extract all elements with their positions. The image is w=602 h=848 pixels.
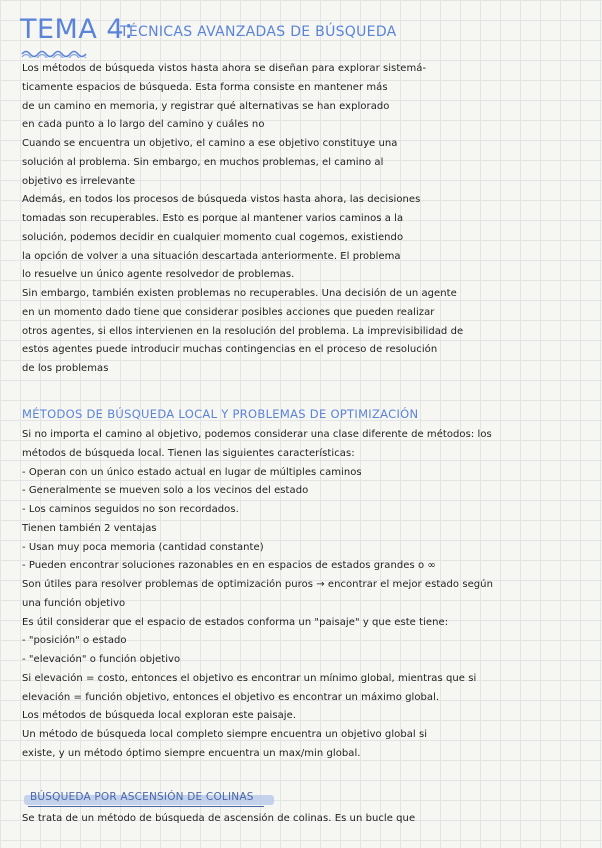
text-line: Los métodos de búsqueda local exploran este paisaje. (22, 710, 297, 722)
text-line: Tienen también 2 ventajas (22, 522, 157, 534)
text-line: en cada punto a lo largo del camino y cuáles no (22, 119, 265, 131)
text-line: Es útil considerar que el espacio de estados conforma un "paisaje" y que este tiene: (22, 616, 449, 628)
section-underline (28, 806, 264, 807)
page-title (20, 14, 590, 54)
text-line: Son útiles para resolver problemas de optimización puros → encontrar el mejor estado según (22, 579, 493, 590)
text-line: otros agentes, si ellos intervienen en la resolución del problema. La imprevisibilidad de (22, 325, 464, 337)
text-line: existe, y un método óptimo siempre encuentra un max/min global. (22, 747, 361, 759)
text-line: solución, podemos decidir en cualquier momento cual cogemos, existiendo (22, 231, 404, 243)
list-item: - Generalmente se mueven solo a los vecinos del estado (22, 485, 309, 497)
section-title-busqueda-local: MÉTODOS DE BÚSQUEDA LOCAL Y PROBLEMAS DE OPTIMIZACIÓN (22, 407, 419, 421)
text-line: estos agentes puede introducir muchas contingencias en el proceso de resolución (22, 344, 438, 356)
squiggle-underline-icon (20, 48, 90, 58)
list-item: - Operan con un único estado actual en lugar de múltiples caminos (22, 466, 362, 478)
text-line: Sin embargo, también existen problemas no recuperables. Una decisión de un agente (22, 288, 457, 299)
text-line: Un método de búsqueda local completo siempre encuentra un objetivo global si (22, 729, 428, 740)
text-line: Los métodos de búsqueda vistos hasta ahora se diseñan para explorar sistemá- (22, 63, 427, 74)
text-line: tomadas son recuperables. Esto es porque al mantener varios caminos a la (22, 213, 404, 224)
list-item: - Pueden encontrar soluciones razonables en en espacios de estados grandes o ∞ (22, 560, 436, 572)
title-main: TEMA 4: (20, 14, 134, 45)
intro-paragraph (22, 60, 582, 379)
text-line: Se trata de un método de búsqueda de ascensión de colinas. Es un bucle que (22, 813, 416, 824)
list-item: - "posición" o estado (22, 635, 127, 647)
text-line: de un camino en memoria, y registrar qué alternativas se han explorado (22, 100, 390, 112)
section-title-ascension-colinas: BÚSQUEDA POR ASCENSIÓN DE COLINAS (30, 791, 254, 803)
text-line: lo resuelve un único agente resolvedor de problemas. (22, 269, 295, 281)
text-line: solución al problema. Sin embargo, en muchos problemas, el camino al (22, 156, 384, 168)
text-line: la opción de volver a una situación descartada anteriormente. El problema (22, 250, 401, 262)
text-line: una función objetivo (22, 597, 126, 609)
text-line: Además, en todos los procesos de búsqueda vistos hasta ahora, las decisiones (22, 194, 421, 206)
text-line: ticamente espacios de búsqueda. Esta forma consiste en mantener más (22, 81, 388, 93)
list-item: - "elevación" o función objetivo (22, 654, 181, 665)
list-item: - Usan muy poca memoria (cantidad constante) (22, 541, 264, 553)
list-item: - Los caminos seguidos no son recordados. (22, 504, 239, 515)
text-line: en un momento dado tiene que considerar posibles acciones que pueden realizar (22, 306, 435, 318)
colinas-paragraph (22, 810, 582, 829)
text-line: Si no importa el camino al objetivo, podemos considerar una clase diferente de métodos: los (22, 429, 492, 440)
text-line: de los problemas (22, 363, 109, 374)
text-line: objetivo es irrelevante (22, 175, 136, 187)
text-line: elevación = función objetivo, entonces el objetivo es encontrar un máximo global. (22, 691, 440, 703)
text-line: Cuando se encuentra un objetivo, el camino a ese objetivo constituye una (22, 138, 398, 149)
title-subtitle: TÉCNICAS AVANZADAS DE BÚSQUEDA (120, 24, 397, 40)
text-line: métodos de búsqueda local. Tienen las siguientes características: (22, 447, 355, 459)
local-search-paragraph (22, 426, 582, 764)
text-line: Si elevación = costo, entonces el objetivo es encontrar un mínimo global, mientras que si (22, 672, 477, 684)
